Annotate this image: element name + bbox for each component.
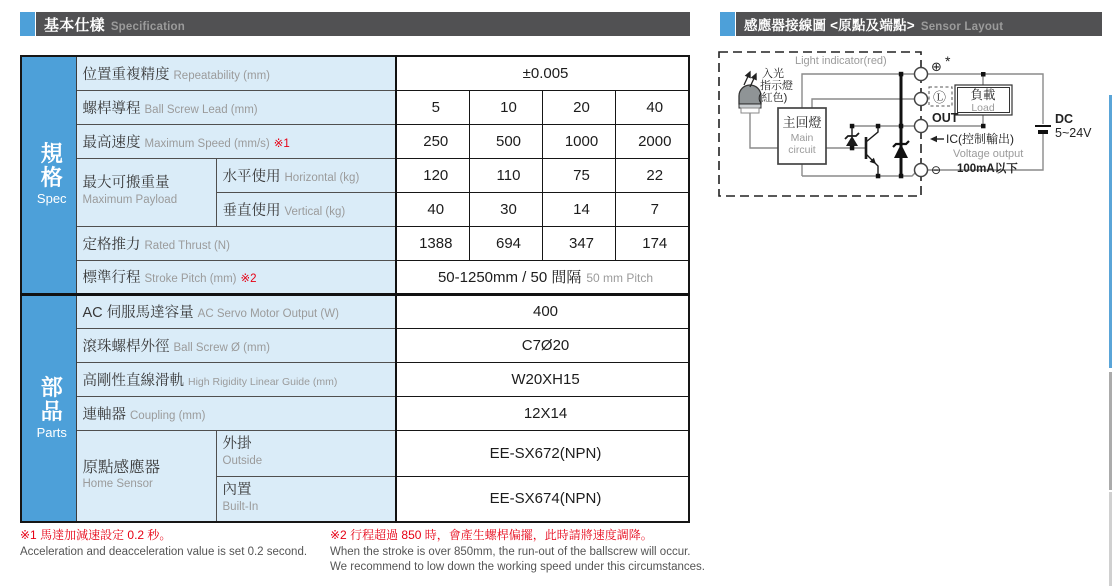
light-label-zh2: 指示燈 bbox=[760, 80, 793, 92]
label-repeatability: 位置重複精度 Repeatability (mm) bbox=[76, 56, 396, 90]
page-edge-strip-gray bbox=[1109, 372, 1112, 490]
sensor-layout-header-title bbox=[736, 14, 1003, 34]
table-row bbox=[21, 90, 689, 124]
value-cell: 2000 bbox=[615, 124, 689, 158]
page-edge-strip-light bbox=[1109, 492, 1112, 586]
section-side-spec bbox=[21, 56, 76, 294]
terminal-plus bbox=[915, 68, 928, 81]
value-cell: 1000 bbox=[542, 124, 615, 158]
table-row bbox=[21, 362, 689, 396]
value-servo-output: 400 bbox=[396, 294, 689, 328]
value-sensor-outside: EE-SX672(NPN) bbox=[396, 430, 689, 476]
accent-square-icon bbox=[720, 12, 735, 36]
table-row bbox=[21, 430, 689, 476]
value-repeatability: ±0.005 bbox=[396, 56, 689, 90]
header-en: Sensor Layout bbox=[920, 21, 1004, 33]
value-cell: 7 bbox=[615, 192, 689, 226]
footnote-1-zh: ※1 馬達加減速設定 0.2 秒。 bbox=[20, 528, 172, 542]
table-row bbox=[21, 158, 689, 192]
label-horizontal: 水平使用 Horizontal (kg) bbox=[216, 158, 396, 192]
side-label: 品 bbox=[40, 398, 63, 424]
side-label-en: Spec bbox=[36, 191, 67, 207]
sensor-wiring-diagram bbox=[700, 45, 1114, 215]
terminal-out bbox=[915, 120, 928, 133]
footnote-2-en2: We recommend to low down the working speed under this circumstances. bbox=[330, 561, 705, 573]
footnote-1-en: Acceleration and deacceleration value is set 0.2 second. bbox=[20, 546, 308, 558]
table-row bbox=[21, 396, 689, 430]
value-cell: 40 bbox=[396, 192, 469, 226]
light-indicator-label: Light indicator(red) bbox=[795, 55, 887, 67]
load-label-en: Load bbox=[971, 102, 995, 114]
load-label-zh: 負載 bbox=[970, 88, 996, 102]
terminal-l bbox=[915, 93, 928, 106]
transistor-icon bbox=[866, 126, 878, 176]
out-terminal-label: OUT bbox=[932, 111, 959, 125]
main-circuit-en2: circuit bbox=[788, 144, 816, 156]
value-stroke: 50-1250mm / 50 間隔 50 mm Pitch bbox=[396, 260, 689, 294]
accent-square-icon bbox=[20, 12, 35, 36]
value-coupling: 12X14 bbox=[396, 396, 689, 430]
main-circuit-zh: 主回燈 bbox=[782, 115, 822, 130]
value-cell: 75 bbox=[542, 158, 615, 192]
asterisk-mark: * bbox=[945, 53, 951, 69]
value-cell: 174 bbox=[615, 226, 689, 260]
footnote-1 bbox=[20, 528, 320, 560]
plus-terminal-label: ⊕ bbox=[931, 59, 942, 74]
value-cell: 694 bbox=[469, 226, 542, 260]
sensor-layout-header-bar bbox=[736, 12, 1102, 36]
label-stroke-pitch: 標準行程 Stroke Pitch (mm) ※2 bbox=[76, 260, 396, 294]
value-cell: 1388 bbox=[396, 226, 469, 260]
value-cell: 500 bbox=[469, 124, 542, 158]
dc-range-label: 5~24V bbox=[1055, 126, 1092, 140]
value-cell: 14 bbox=[542, 192, 615, 226]
specification-table bbox=[20, 55, 690, 523]
value-cell: 110 bbox=[469, 158, 542, 192]
value-cell: 250 bbox=[396, 124, 469, 158]
table-row bbox=[21, 260, 689, 294]
footnote-2 bbox=[330, 528, 730, 575]
label-max-speed: 最高速度 Maximum Speed (mm/s) ※1 bbox=[76, 124, 396, 158]
l-terminal-label: Ⓛ bbox=[933, 90, 947, 105]
zener-diode-icon bbox=[845, 126, 859, 148]
header-zh: 基本仕樣 bbox=[44, 16, 105, 34]
side-label: 格 bbox=[40, 165, 63, 191]
header-en: Specification bbox=[110, 20, 185, 33]
side-label: 規 bbox=[40, 141, 63, 167]
value-cell: 347 bbox=[542, 226, 615, 260]
value-cell: 40 bbox=[615, 90, 689, 124]
value-cell: 120 bbox=[396, 158, 469, 192]
value-sensor-builtin: EE-SX674(NPN) bbox=[396, 476, 689, 522]
label-built-in: 內置 Built-In bbox=[216, 476, 396, 522]
label-linear-guide: 高剛性直線滑軌 High Rigidity Linear Guide (mm) bbox=[76, 362, 396, 396]
value-cell: 20 bbox=[542, 90, 615, 124]
label-max-payload: 最大可搬重量 Maximum Payload bbox=[76, 158, 216, 226]
footnote-2-zh: ※2 行程超過 850 時，會產生螺桿偏擺，此時請將速度調降。 bbox=[330, 528, 653, 542]
ic-label: IC(控制輸出) bbox=[946, 132, 1014, 146]
terminal-minus bbox=[915, 164, 928, 177]
label-coupling: 連軸器 Coupling (mm) bbox=[76, 396, 396, 430]
label-rated-thrust: 定格推力 Rated Thrust (N) bbox=[76, 226, 396, 260]
table-row bbox=[21, 226, 689, 260]
table-row bbox=[21, 56, 689, 90]
current-limit-label: 100mA以下 bbox=[957, 163, 1018, 175]
value-cell: 30 bbox=[469, 192, 542, 226]
value-linear-guide: W20XH15 bbox=[396, 362, 689, 396]
battery-icon bbox=[1035, 126, 1051, 132]
light-label-zh1: 入光 bbox=[762, 68, 784, 80]
footnote-2-en1: When the stroke is over 850mm, the run-out of the ballscrew will occur. bbox=[330, 546, 691, 558]
main-circuit-en1: Main bbox=[790, 132, 814, 144]
voltage-output-label: Voltage output bbox=[953, 148, 1024, 160]
light-label-zh3: (紅色) bbox=[758, 92, 788, 104]
value-cell: 10 bbox=[469, 90, 542, 124]
side-label-en: Parts bbox=[36, 424, 67, 440]
table-row bbox=[21, 124, 689, 158]
specification-header-bar bbox=[36, 12, 690, 36]
page-edge-strip-blue bbox=[1109, 95, 1112, 368]
label-ball-screw-lead: 螺桿導程 Ball Screw Lead (mm) bbox=[76, 90, 396, 124]
minus-terminal-label: ⊖ bbox=[931, 163, 942, 177]
value-ball-screw-dia: C7Ø20 bbox=[396, 328, 689, 362]
value-cell: 22 bbox=[615, 158, 689, 192]
label-servo-output: AC 伺服馬達容量 AC Servo Motor Output (W) bbox=[76, 294, 396, 328]
header-zh: 感應器接線圖 <原點及端點> bbox=[744, 18, 915, 33]
section-side-parts bbox=[21, 294, 76, 522]
value-cell: 5 bbox=[396, 90, 469, 124]
label-outside: 外掛 Outside bbox=[216, 430, 396, 476]
table-row bbox=[21, 328, 689, 362]
side-label: 部 bbox=[40, 374, 63, 400]
ic-arrow-icon bbox=[930, 136, 944, 142]
specification-header-title bbox=[36, 14, 185, 35]
label-ball-screw-dia: 滾珠螺桿外徑 Ball Screw Ø (mm) bbox=[76, 328, 396, 362]
label-home-sensor: 原點感應器 Home Sensor bbox=[76, 430, 216, 522]
label-vertical: 垂直使用 Vertical (kg) bbox=[216, 192, 396, 226]
dc-label: DC bbox=[1055, 112, 1074, 126]
table-row bbox=[21, 294, 689, 328]
